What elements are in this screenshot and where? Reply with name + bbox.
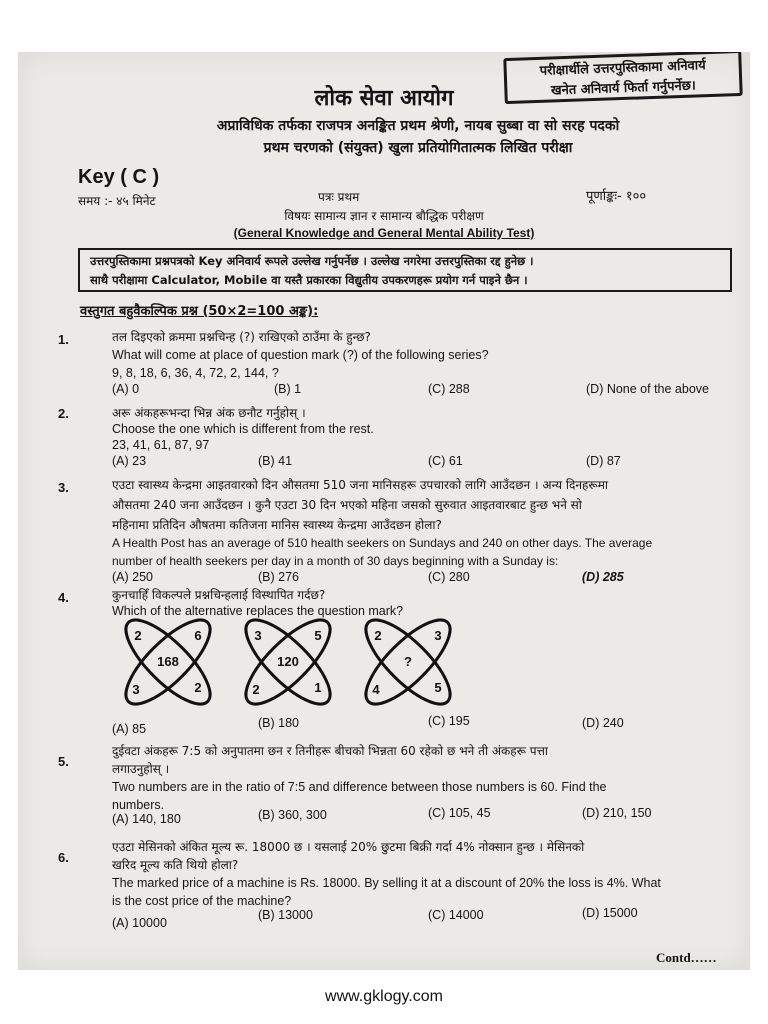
figure-1 bbox=[114, 612, 221, 712]
option-d: (D) 285 bbox=[582, 570, 624, 584]
question-text-english-1: A Health Post has an average of 510 health seekers on Sundays and 240 on other days. The average bbox=[112, 536, 653, 550]
question-number-list: 23, 41, 61, 87, 97 bbox=[112, 438, 210, 452]
full-marks: पूर्णाङ्कः- १०० bbox=[586, 189, 647, 204]
figure-3 bbox=[354, 612, 461, 712]
notice-line-1: उत्तरपुस्तिकामा प्रश्नपत्रको Key अनिवार्य रूपले उल्लेख गर्नुपर्नेछ । उल्लेख नगरेमा उत्तरपुस्तिका रद्द हुनेछ । bbox=[90, 254, 534, 268]
exam-subtitle-2: प्रथम चरणको (संयुक्त) खुला प्रतियोगितात्मक लिखित परीक्षा bbox=[263, 140, 573, 156]
exam-sheet bbox=[18, 52, 750, 970]
question-number: 4. bbox=[58, 590, 69, 605]
question-number: 3. bbox=[58, 480, 69, 495]
question-text-english: Choose the one which is different from the rest. bbox=[112, 422, 374, 436]
option-d: (D) 15000 bbox=[582, 906, 638, 920]
option-b: (B) 13000 bbox=[258, 908, 313, 922]
question-text-nepali-1: एउटा स्वास्थ्य केन्द्रमा आइतवारको दिन औसतमा 510 जना मानिसहरू उपचारको लागि आउँदछन । अन्य दिनहरूमा bbox=[112, 478, 608, 492]
time-limit: समय :- ४५ मिनेट bbox=[78, 194, 156, 208]
figure-number-tr: 6 bbox=[194, 628, 202, 643]
option-a: (A) 23 bbox=[112, 454, 147, 468]
notice-line-2: साथै परीक्षामा Calculator, Mobile वा यस्तै प्रकारका विद्युतीय उपकरणहरू प्रयोग गर्न पाइने छैन । bbox=[90, 273, 528, 287]
continued-marker: Contd…… bbox=[656, 950, 717, 965]
option-b: (B) 360, 300 bbox=[258, 808, 327, 822]
figure-number-tl: 3 bbox=[254, 628, 262, 643]
question-number: 5. bbox=[58, 754, 69, 769]
figure-number-tl: 2 bbox=[134, 628, 142, 643]
option-d: (D) 210, 150 bbox=[582, 806, 652, 820]
figure-number-bl: 3 bbox=[132, 682, 140, 697]
question-number: 6. bbox=[58, 850, 69, 865]
question-text-nepali-2: खरिद मूल्य कति थियो होला? bbox=[112, 858, 239, 872]
figure-2 bbox=[234, 612, 341, 712]
question-4-figure bbox=[112, 612, 472, 712]
stamp-line-2: खनेत अनिवार्य फिर्ता गर्नुपर्नेछ। bbox=[550, 78, 697, 99]
option-d: (D) None of the above bbox=[586, 382, 709, 396]
option-c: (C) 280 bbox=[428, 570, 470, 584]
question-text-nepali: कुनचाहिँ विकल्पले प्रश्नचिन्हलाई विस्थापित गर्दछ? bbox=[112, 588, 326, 602]
question-text-nepali-2: औसतमा 240 जना आउँदछन । कुनै एउटा 30 दिन भएको महिना जसको सुरुवात आइतवारबाट हुन्छ भने सो bbox=[112, 498, 582, 512]
question-text-nepali-3: महिनामा प्रतिदिन औषतमा कतिजना मानिस स्वास्थ्य केन्द्रमा आउँदछन होला? bbox=[112, 518, 442, 532]
option-a: (A) 10000 bbox=[112, 916, 167, 930]
figure-number-tl: 2 bbox=[374, 628, 382, 643]
figure-number-c: 120 bbox=[277, 654, 299, 669]
exam-subtitle-1: अप्राविधिक तर्फका राजपत्र अनङ्कित प्रथम श्रेणी, नायब सुब्बा वा सो सरह पदको bbox=[216, 118, 620, 134]
figure-number-c: 168 bbox=[157, 654, 179, 669]
option-d: (D) 240 bbox=[582, 716, 624, 730]
question-text-english: What will come at place of question mark (?) of the following series? bbox=[112, 348, 489, 362]
option-b: (B) 1 bbox=[274, 382, 302, 396]
question-text-english-1: Two numbers are in the ratio of 7:5 and difference between those numbers is 60. Find the bbox=[112, 780, 607, 794]
question-text-nepali: तल दिइएको क्रममा प्रश्नचिन्ह (?) राखिएको ठाउँमा के हुन्छ? bbox=[112, 330, 371, 344]
question-number: 2. bbox=[58, 406, 69, 421]
question-text-english-2: is the cost price of the machine? bbox=[112, 894, 292, 908]
figure-number-bl: 4 bbox=[372, 682, 380, 697]
option-c: (C) 195 bbox=[428, 714, 470, 728]
figure-number-br: 2 bbox=[194, 680, 202, 695]
option-b: (B) 41 bbox=[258, 454, 293, 468]
figure-number-tr: 3 bbox=[434, 628, 442, 643]
option-c: (C) 61 bbox=[428, 454, 463, 468]
paper-number: पत्रः प्रथम bbox=[318, 190, 360, 204]
figure-number-bl: 2 bbox=[252, 682, 260, 697]
option-a: (A) 140, 180 bbox=[112, 812, 181, 826]
question-text-nepali-1: दुईवटा अंकहरू 7:5 को अनुपातमा छन र तिनीहरू बीचको भिन्नता 60 रहेको छ भने ती अंकहरू पत्ता bbox=[112, 744, 548, 758]
option-d: (D) 87 bbox=[586, 454, 621, 468]
question-text-nepali-1: एउटा मेसिनको अंकित मूल्य रू. 18000 छ । यसलाई 20% छुटमा बिक्री गर्दा 4% नोक्सान हुन्छ । मेसिनको bbox=[112, 840, 585, 854]
organization-title: लोक सेवा आयोग bbox=[314, 86, 454, 111]
option-a: (A) 250 bbox=[112, 570, 153, 584]
option-c: (C) 288 bbox=[428, 382, 470, 396]
subject-title-english: (General Knowledge and General Mental Ability Test) bbox=[233, 226, 535, 240]
option-c: (C) 105, 45 bbox=[428, 806, 491, 820]
option-a: (A) 85 bbox=[112, 722, 147, 736]
question-text-english-2: numbers. bbox=[112, 798, 165, 812]
footer-watermark-url: www.gklogy.com bbox=[325, 988, 443, 1005]
question-text-english: Which of the alternative replaces the question mark? bbox=[112, 604, 404, 618]
section-title: वस्तुगत बहुवैकल्पिक प्रश्न (50×2=100 अङ्क): bbox=[80, 304, 319, 319]
answer-key-label: Key ( C ) bbox=[78, 166, 160, 188]
stamp-line-1: परीक्षार्थीले उत्तरपुस्तिकामा अनिवार्य bbox=[539, 58, 706, 79]
question-text-nepali-2: लगाउनुहोस् । bbox=[112, 762, 170, 776]
option-c: (C) 14000 bbox=[428, 908, 484, 922]
figure-number-br: 5 bbox=[434, 680, 442, 695]
question-text-english-1: The marked price of a machine is Rs. 18000. By selling it at a discount of 20% the loss is 4%. What bbox=[112, 876, 661, 890]
subject-title: विषयः सामान्य ज्ञान र सामान्य बौद्धिक परीक्षण bbox=[284, 209, 484, 223]
option-b: (B) 276 bbox=[258, 570, 299, 584]
question-text-english-2: number of health seekers per day in a month of 30 days beginning with a Sunday is: bbox=[112, 554, 559, 568]
option-b: (B) 180 bbox=[258, 716, 299, 730]
question-series: 9, 8, 18, 6, 36, 4, 72, 2, 144, ? bbox=[112, 366, 279, 380]
figure-number-br: 1 bbox=[314, 680, 322, 695]
option-a: (A) 0 bbox=[112, 382, 140, 396]
figure-number-c: ? bbox=[404, 654, 412, 669]
question-text-nepali: अरू अंकहरूभन्दा भिन्न अंक छनौट गर्नुहोस् । bbox=[112, 406, 306, 420]
figure-number-tr: 5 bbox=[314, 628, 322, 643]
question-number: 1. bbox=[58, 332, 69, 347]
notice-box bbox=[78, 248, 732, 292]
